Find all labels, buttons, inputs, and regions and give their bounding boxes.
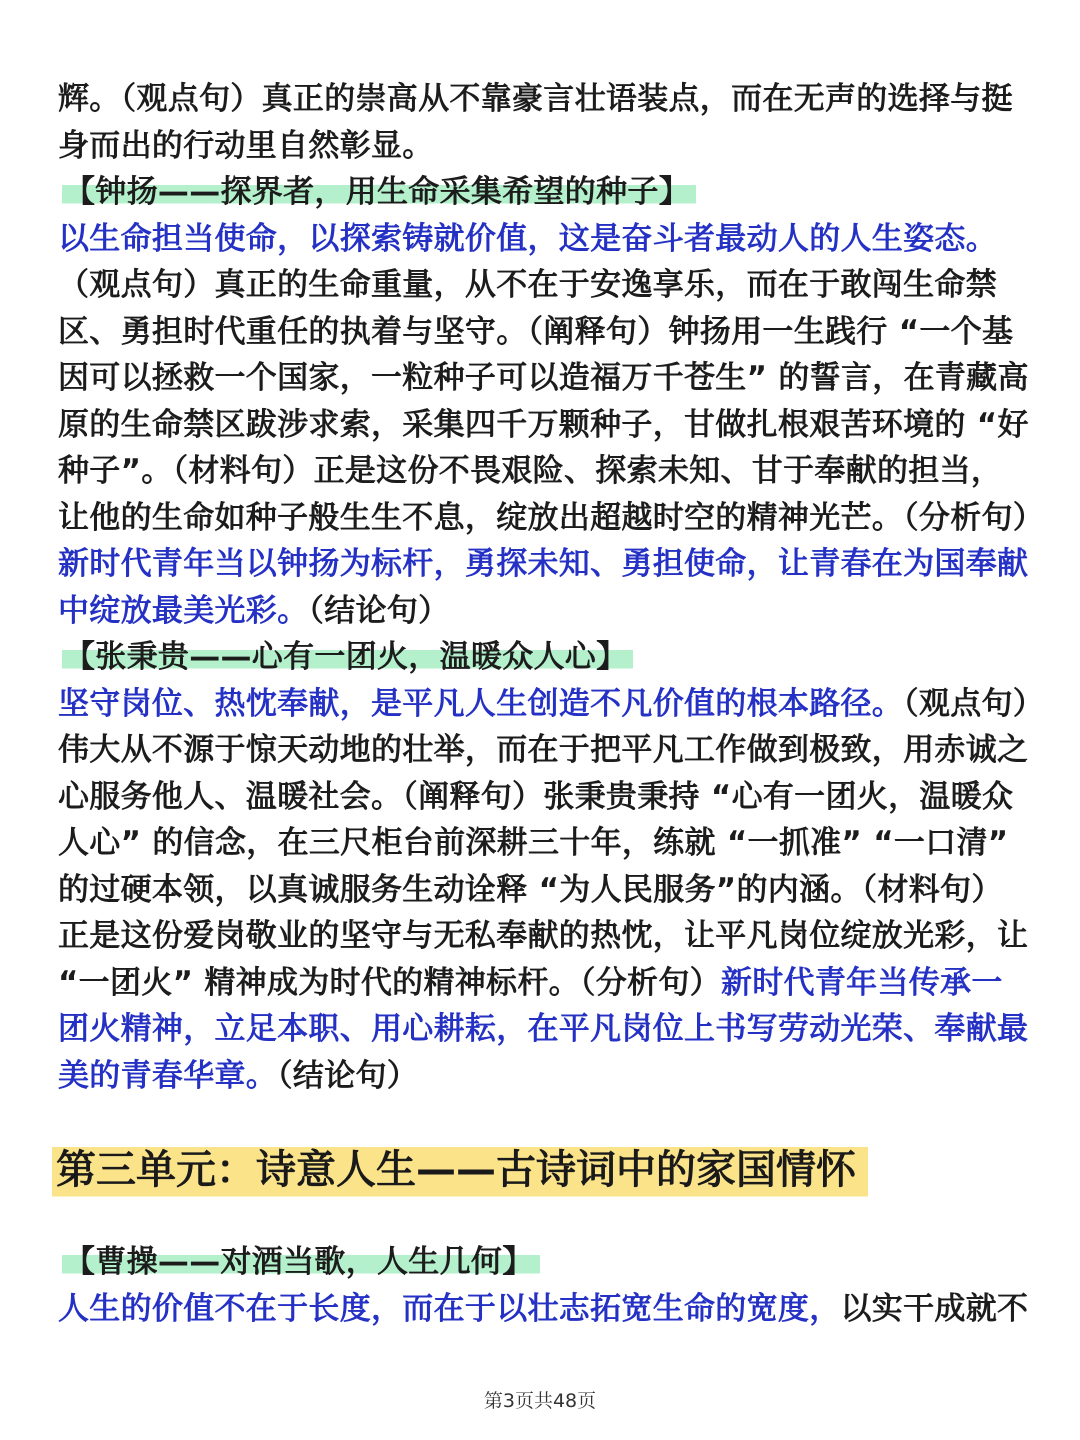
paragraph-zhongyang (58, 216, 1045, 635)
sentence-tag: （结论句） (308, 592, 450, 629)
section-heading-caocao (58, 1239, 1033, 1286)
thesis-sentence: 以生命担当使命，以探索铸就价值，这是奋斗者最动人的人生姿态。 (58, 220, 997, 257)
unit-heading (58, 1141, 1033, 1199)
conclusion-sentence: 新时代青年当以钟扬为标杆，勇探未知、勇担使命，让青春在为国奉献中绽放最美光彩。 (58, 546, 1029, 629)
sentence-tag: （结论句） (277, 1057, 419, 1094)
conclusion-sentence: 新时代青年当传承一团火精神，立足本职、用心耕耘，在平凡岗位上书写劳动光荣、奉献最美的青春华章。 (58, 964, 1029, 1094)
thesis-sentence: 坚守岗位、热忱奉献，是平凡人生创造不凡价值的根本路径。 (58, 685, 904, 722)
heading-highlight: 【张秉贵——心有一团火，温暖众人心】 (62, 639, 633, 675)
body-text: （观点句）真正的生命重量，从不在于安逸享乐，而在于敢闯生命禁区、勇担时代重任的执着与坚守。（阐释句）钟扬用一生践行 “一个基因可以拯救一个国家，一粒种子可以造福万千苍生” 的誓言，在青藏高原的生命禁区跋涉求索，采集四千万颗种子，甘做扎根艰苦环境的 “好种子”。（材料句）正是这份不畏艰险、探索未知、甘于奉献的担当，让他的生命如种子般生生不息，绽放出超越时空的精神光芒。（分析句） (58, 267, 1045, 536)
thesis-sentence: 人生的价值不在于长度，而在于以壮志拓宽生命的宽度， (58, 1290, 841, 1327)
body-text: （观点句）伟大从不源于惊天动地的壮举，而在于把平凡工作做到极致，用赤诚之心服务他人、温暖社会。（阐释句）张秉贵秉持 “心有一团火，温暖众人心” 的信念，在三尺柜台前深耕三十年，练就 “一抓准” “一口清” 的过硬本领，以真诚服务生动诠释 “为人民服务”的内涵。（材料句）正是这份爱岗敬业的坚守与无私奉献的热忱，让平凡岗位绽放光彩，让 “一团火” 精神成为时代的精神标杆。（分析句） (58, 685, 1029, 1001)
heading-highlight: 【曹操——对酒当歌，人生几何】 (62, 1244, 540, 1280)
body-text: 辉。（观点句）真正的崇高从不靠豪言壮语装点，而在无声的选择与挺身而出的行动里自然彰显。 (58, 81, 1013, 164)
heading-highlight: 【钟扬——探界者，用生命采集希望的种子】 (62, 174, 696, 210)
page-indicator: 第3页共48页 (483, 1390, 597, 1412)
body-text: 以实干成就不 (840, 1290, 1029, 1327)
document-page (56, 76, 1045, 1332)
paragraph-intro (58, 76, 1033, 169)
paragraph-caocao (58, 1286, 1033, 1333)
section-heading-zhongyang (58, 169, 1033, 216)
section-heading-zhangbinggui (58, 634, 1033, 681)
unit-title: 第三单元：诗意人生——古诗词中的家国情怀 (52, 1141, 868, 1199)
paragraph-zhangbinggui (58, 681, 1033, 1100)
